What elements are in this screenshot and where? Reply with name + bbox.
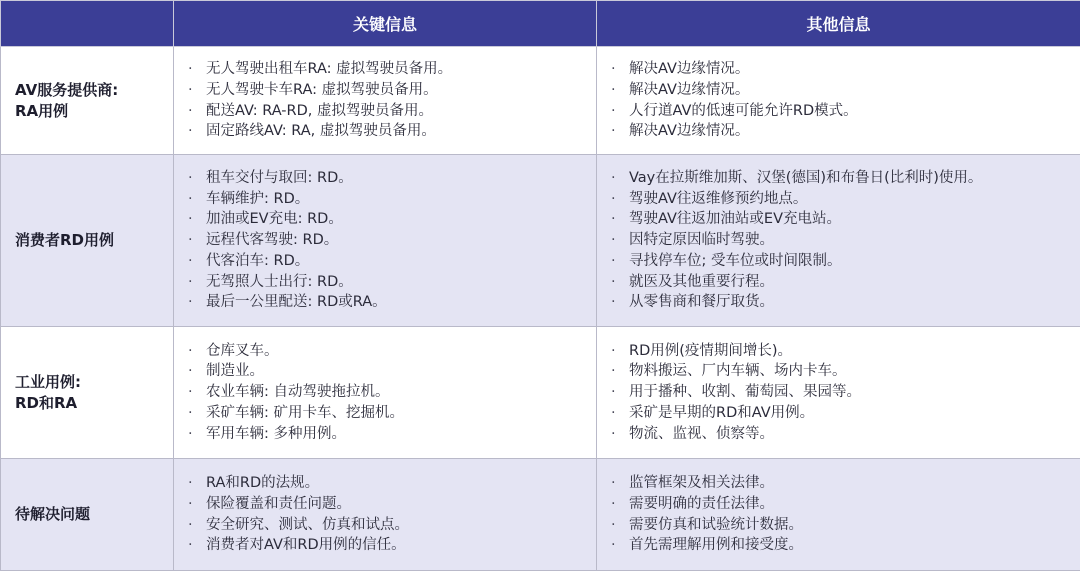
list-item [611, 403, 1080, 424]
other-info-cell [597, 47, 1080, 155]
bullet-list [597, 59, 1080, 142]
bullet-list [597, 473, 1080, 556]
bullet-icon: · [188, 123, 193, 140]
bullet-icon: · [611, 123, 616, 140]
list-item-text: 无人驾驶出租车RA: 虚拟驾驶员备用。 [206, 60, 453, 77]
row-category-line: RD和RA [15, 393, 78, 412]
list-item [188, 168, 596, 189]
bullet-icon: · [188, 363, 193, 380]
list-item-text: 固定路线AV: RA, 虚拟驾驶员备用。 [206, 123, 436, 140]
key-info-cell [174, 155, 597, 327]
list-item [611, 121, 1080, 142]
table-row [1, 155, 1080, 327]
list-item [188, 209, 596, 230]
list-item [188, 535, 596, 556]
list-item [188, 121, 596, 142]
bullet-icon: · [611, 474, 616, 491]
header-row [1, 1, 1080, 47]
bullet-icon: · [611, 384, 616, 401]
bullet-icon: · [611, 190, 616, 207]
bullet-icon: · [611, 404, 616, 421]
list-item-text: 代客泊车: RD。 [206, 252, 310, 269]
row-category-line: AV服务提供商: [15, 80, 119, 99]
list-item [611, 209, 1080, 230]
other-info-cell [597, 459, 1080, 571]
bullet-icon: · [188, 537, 193, 554]
list-item-text: 制造业。 [206, 363, 264, 380]
key-info-cell [174, 47, 597, 155]
list-item [611, 341, 1080, 362]
bullet-icon: · [188, 232, 193, 249]
table-row [1, 459, 1080, 571]
list-item [611, 251, 1080, 272]
bullet-icon: · [611, 102, 616, 119]
list-item-text: 消费者对AV和RD用例的信任。 [206, 537, 406, 554]
list-item [611, 189, 1080, 210]
bullet-list [174, 59, 596, 142]
list-item [611, 168, 1080, 189]
list-item [611, 515, 1080, 536]
list-item [188, 341, 596, 362]
list-item-text: 驾驶AV往返加油站或EV充电站。 [629, 211, 841, 228]
table-row [1, 47, 1080, 155]
list-item [188, 424, 596, 445]
list-item-text: 就医及其他重要行程。 [629, 273, 774, 290]
list-item [611, 59, 1080, 80]
list-item-text: 仓库叉车。 [206, 342, 279, 359]
other-info-cell [597, 155, 1080, 327]
list-item [611, 272, 1080, 293]
list-item [611, 382, 1080, 403]
key-info-cell [174, 459, 597, 571]
bullet-icon: · [188, 81, 193, 98]
bullet-icon: · [188, 60, 193, 77]
list-item [188, 382, 596, 403]
list-item-text: 无驾照人士出行: RD。 [206, 273, 353, 290]
list-item-text: 保险覆盖和责任问题。 [206, 495, 351, 512]
list-item-text: 无人驾驶卡车RA: 虚拟驾驶员备用。 [206, 81, 438, 98]
list-item [611, 424, 1080, 445]
list-item [188, 251, 596, 272]
other-info-cell [597, 327, 1080, 459]
row-category-line: 工业用例: [15, 372, 81, 391]
list-item [188, 59, 596, 80]
list-item-text: 解决AV边缘情况。 [629, 123, 750, 140]
row-category [1, 47, 174, 155]
bullet-icon: · [188, 252, 193, 269]
list-item-text: 人行道AV的低速可能允许RD模式。 [629, 102, 858, 119]
list-item-text: 用于播种、收割、葡萄园、果园等。 [629, 384, 861, 401]
list-item-text: RA和RD的法规。 [206, 474, 320, 491]
list-item-text: 解决AV边缘情况。 [629, 81, 750, 98]
list-item [188, 101, 596, 122]
list-item [611, 230, 1080, 251]
list-item [188, 230, 596, 251]
bullet-icon: · [188, 273, 193, 290]
bullet-icon: · [611, 425, 616, 442]
bullet-icon: · [611, 342, 616, 359]
list-item-text: 租车交付与取回: RD。 [206, 169, 353, 186]
list-item [188, 473, 596, 494]
bullet-icon: · [611, 363, 616, 380]
row-category [1, 459, 174, 571]
list-item [188, 361, 596, 382]
bullet-icon: · [611, 516, 616, 533]
list-item-text: 从零售商和餐厅取货。 [629, 294, 774, 311]
header-category [1, 1, 174, 47]
list-item [611, 292, 1080, 313]
list-item-text: 物料搬运、厂内车辆、场内卡车。 [629, 363, 847, 380]
list-item [188, 80, 596, 101]
bullet-icon: · [188, 425, 193, 442]
list-item-text: 农业车辆: 自动驾驶拖拉机。 [206, 384, 390, 401]
bullet-list [597, 168, 1080, 314]
list-item [188, 189, 596, 210]
list-item-text: 远程代客驾驶: RD。 [206, 232, 339, 249]
bullet-icon: · [611, 81, 616, 98]
bullet-icon: · [611, 60, 616, 77]
list-item [611, 494, 1080, 515]
bullet-icon: · [188, 342, 193, 359]
bullet-icon: · [611, 273, 616, 290]
list-item-text: 安全研究、测试、仿真和试点。 [206, 516, 409, 533]
list-item-text: 需要仿真和试验统计数据。 [629, 516, 803, 533]
list-item [611, 361, 1080, 382]
list-item-text: 配送AV: RA-RD, 虚拟驾驶员备用。 [206, 102, 434, 119]
bullet-list [174, 341, 596, 445]
bullet-icon: · [188, 211, 193, 228]
list-item-text: 驾驶AV往返维修预约地点。 [629, 190, 808, 207]
header-key-info: 关键信息 [174, 1, 597, 47]
bullet-icon: · [188, 404, 193, 421]
bullet-list [174, 168, 596, 314]
bullet-icon: · [611, 169, 616, 186]
bullet-icon: · [188, 474, 193, 491]
list-item-text: 首先需理解用例和接受度。 [629, 537, 803, 554]
bullet-icon: · [611, 294, 616, 311]
list-item [611, 101, 1080, 122]
list-item-text: 解决AV边缘情况。 [629, 60, 750, 77]
list-item [611, 80, 1080, 101]
bullet-icon: · [611, 495, 616, 512]
bullet-list [174, 473, 596, 556]
list-item-text: 军用车辆: 多种用例。 [206, 425, 346, 442]
list-item-text: 最后一公里配送: RD或RA。 [206, 294, 387, 311]
bullet-icon: · [188, 294, 193, 311]
bullet-list [597, 341, 1080, 445]
row-category-line: 待解决问题 [15, 505, 91, 523]
list-item-text: 采矿是早期的RD和AV用例。 [629, 404, 815, 421]
list-item [611, 473, 1080, 494]
row-category-line: 消费者RD用例 [15, 231, 115, 249]
list-item [188, 403, 596, 424]
list-item-text: 需要明确的责任法律。 [629, 495, 774, 512]
list-item [188, 515, 596, 536]
bullet-icon: · [188, 516, 193, 533]
list-item [188, 494, 596, 515]
key-info-cell [174, 327, 597, 459]
list-item-text: 监管框架及相关法律。 [629, 474, 774, 491]
table-row [1, 327, 1080, 459]
list-item-text: 寻找停车位; 受车位或时间限制。 [629, 252, 842, 269]
list-item-text: 采矿车辆: 矿用卡车、挖掘机。 [206, 404, 404, 421]
bullet-icon: · [188, 384, 193, 401]
list-item-text: 物流、监视、侦察等。 [629, 425, 774, 442]
list-item-text: Vay在拉斯维加斯、汉堡(德国)和布鲁日(比利时)使用。 [629, 169, 983, 186]
bullet-icon: · [611, 211, 616, 228]
list-item-text: 因特定原因临时驾驶。 [629, 232, 774, 249]
bullet-icon: · [188, 495, 193, 512]
list-item-text: 车辆维护: RD。 [206, 190, 310, 207]
list-item [188, 272, 596, 293]
header-other-info: 其他信息 [597, 1, 1080, 47]
row-category-line: RA用例 [15, 101, 69, 120]
bullet-icon: · [188, 102, 193, 119]
bullet-icon: · [611, 537, 616, 554]
bullet-icon: · [188, 190, 193, 207]
list-item [188, 292, 596, 313]
list-item [611, 535, 1080, 556]
list-item-text: 加油或EV充电: RD。 [206, 211, 343, 228]
bullet-icon: · [188, 169, 193, 186]
row-category [1, 155, 174, 327]
bullet-icon: · [611, 252, 616, 269]
row-category [1, 327, 174, 459]
bullet-icon: · [611, 232, 616, 249]
list-item-text: RD用例(疫情期间增长)。 [629, 342, 793, 359]
